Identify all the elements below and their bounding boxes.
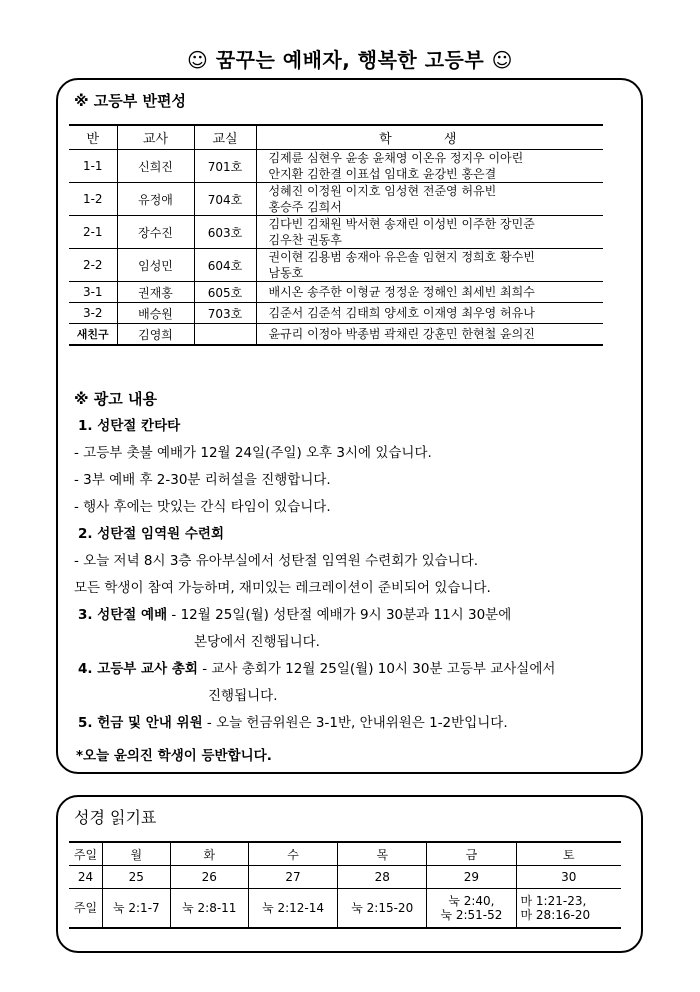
class-ban: 1-2 <box>69 183 117 216</box>
reading-section-heading: 성경 읽기표 <box>74 808 157 827</box>
class-room: 704호 <box>194 183 256 216</box>
table-row <box>69 150 603 183</box>
class-teacher: 김영희 <box>117 324 194 346</box>
class-section-heading: ※ 고등부 반편성 <box>74 92 186 110</box>
reading-date: 27 <box>248 866 337 889</box>
table-row <box>69 216 603 249</box>
header-room: 교실 <box>194 125 256 150</box>
notice-item4 <box>78 657 555 677</box>
reading-day-row <box>69 842 621 866</box>
class-teacher: 배승원 <box>117 303 194 324</box>
class-room <box>194 324 256 346</box>
class-teacher: 임성민 <box>117 249 194 282</box>
class-ban: 2-1 <box>69 216 117 249</box>
reading-date: 29 <box>427 866 516 889</box>
notice-item4-text: - 교사 총회가 12월 25일(월) 10시 30분 고등부 교사실에서 <box>197 661 556 677</box>
table-row <box>69 183 603 216</box>
reading-date: 25 <box>103 866 171 889</box>
class-students <box>256 183 603 216</box>
student-line: 권이현 김용범 송재아 유은솔 임현지 정희호 황수빈 <box>268 250 535 264</box>
notice-box <box>56 78 643 774</box>
reading-date: 26 <box>170 866 248 889</box>
class-table <box>69 124 603 346</box>
class-ban: 3-1 <box>69 282 117 303</box>
reading-day: 수 <box>248 842 337 866</box>
student-line: 성혜진 이정원 이지호 임성현 전준영 허유빈 <box>268 184 497 198</box>
student-line: 남동호 <box>268 266 304 280</box>
reading-day: 금 <box>427 842 516 866</box>
notice-item2-line: - 오늘 저녁 8시 3층 유아부실에서 성탄절 임역원 수련회가 있습니다. <box>74 553 479 569</box>
class-students <box>256 282 603 303</box>
student-line: 윤규리 이정아 박종범 곽채린 강훈민 한현철 윤의진 <box>268 327 535 341</box>
reading-date: 28 <box>338 866 427 889</box>
reading-ref-line: 마 28:16-20 <box>520 908 591 922</box>
notice-item3-continuation: 본당에서 진행됩니다. <box>194 634 320 650</box>
table-row <box>69 282 603 303</box>
notice-item5-text: - 오늘 헌금위원은 3-1반, 안내위원은 1-2반입니다. <box>202 715 508 731</box>
table-row <box>69 249 603 282</box>
class-room: 603호 <box>194 216 256 249</box>
reading-ref: 주일 <box>69 889 103 929</box>
class-students <box>256 216 603 249</box>
reading-table <box>69 841 621 929</box>
header-teacher: 교사 <box>117 125 194 150</box>
class-students <box>256 249 603 282</box>
reading-ref: 눅 2:12-14 <box>248 889 337 929</box>
reading-ref: 눅 2:15-20 <box>338 889 427 929</box>
class-students <box>256 303 603 324</box>
student-line: 배시온 송주한 이형균 정정운 정해인 최세빈 최희수 <box>268 285 535 299</box>
notice-item1-title: 1. 성탄절 칸타타 <box>78 418 181 434</box>
notice-item5-title: 5. 헌금 및 안내 위원 <box>78 715 203 731</box>
reading-ref-line: 눅 2:51-52 <box>440 908 503 922</box>
class-teacher: 권재홍 <box>117 282 194 303</box>
class-teacher: 신희진 <box>117 150 194 183</box>
reading-date: 30 <box>516 866 621 889</box>
student-line: 안지환 김한결 이표섭 임대호 윤강빈 홍은결 <box>268 167 497 181</box>
reading-day: 월 <box>103 842 171 866</box>
class-ban: 1-1 <box>69 150 117 183</box>
reading-ref-line: 눅 2:40, <box>448 894 495 908</box>
table-row <box>69 324 603 346</box>
student-line: 김우찬 권동후 <box>268 233 342 247</box>
reading-ref-line: 마 1:21-23, <box>520 894 587 908</box>
notice-item2-title: 2. 성탄절 임역원 수련회 <box>78 526 224 542</box>
reading-day: 목 <box>338 842 427 866</box>
class-teacher: 장수진 <box>117 216 194 249</box>
table-row <box>69 303 603 324</box>
class-ban: 2-2 <box>69 249 117 282</box>
reading-box <box>56 795 643 953</box>
reading-date: 24 <box>69 866 103 889</box>
page-title: ☺ 꿈꾸는 예배자, 행복한 고등부 ☺ <box>187 48 513 72</box>
notice-item3 <box>78 603 511 623</box>
class-students <box>256 324 603 346</box>
reading-date-row <box>69 866 621 889</box>
notice-item3-title: 3. 성탄절 예배 <box>78 607 168 623</box>
class-ban: 새친구 <box>69 324 117 346</box>
reading-ref: 눅 2:8-11 <box>170 889 248 929</box>
student-line: 홍승주 김희서 <box>268 200 342 214</box>
notice-item4-title: 4. 고등부 교사 총회 <box>78 661 198 677</box>
notice-item1-line: - 행사 후에는 맛있는 간식 타임이 있습니다. <box>74 499 331 515</box>
reading-day: 화 <box>170 842 248 866</box>
student-line: 김제륜 심현우 윤송 윤채영 이온유 정지우 이아린 <box>268 151 524 165</box>
class-students <box>256 150 603 183</box>
notice-item4-continuation: 진행됩니다. <box>208 688 278 704</box>
class-room: 703호 <box>194 303 256 324</box>
reading-ref <box>516 889 621 929</box>
class-teacher: 유정애 <box>117 183 194 216</box>
notice-item1-line: - 3부 예배 후 2-30분 리허설을 진행합니다. <box>74 472 331 488</box>
student-line: 김다빈 김채원 박서현 송재린 이성빈 이주한 장민준 <box>268 217 535 231</box>
header-ban: 반 <box>69 125 117 150</box>
header-students: 학 생 <box>256 125 603 150</box>
notice-footnote: *오늘 윤의진 학생이 등반합니다. <box>76 748 272 764</box>
student-line: 김준서 김준석 김태희 양세호 이재영 최우영 허유나 <box>268 306 535 320</box>
notice-item5 <box>78 711 508 731</box>
class-room: 605호 <box>194 282 256 303</box>
notice-item3-text: - 12월 25일(월) 성탄절 예배가 9시 30분과 11시 30분에 <box>167 607 512 623</box>
notice-section-heading: ※ 광고 내용 <box>74 390 157 408</box>
table-header-row <box>69 125 603 150</box>
reading-day: 토 <box>516 842 621 866</box>
class-room: 604호 <box>194 249 256 282</box>
class-ban: 3-2 <box>69 303 117 324</box>
notice-item2-line: 모든 학생이 참여 가능하며, 재미있는 레크레이션이 준비되어 있습니다. <box>74 580 491 596</box>
class-room: 701호 <box>194 150 256 183</box>
reading-day: 주일 <box>69 842 103 866</box>
reading-ref-row <box>69 889 621 929</box>
reading-ref <box>427 889 516 929</box>
notice-item1-line: - 고등부 촛불 예배가 12월 24일(주일) 오후 3시에 있습니다. <box>74 445 432 461</box>
reading-ref: 눅 2:1-7 <box>103 889 171 929</box>
